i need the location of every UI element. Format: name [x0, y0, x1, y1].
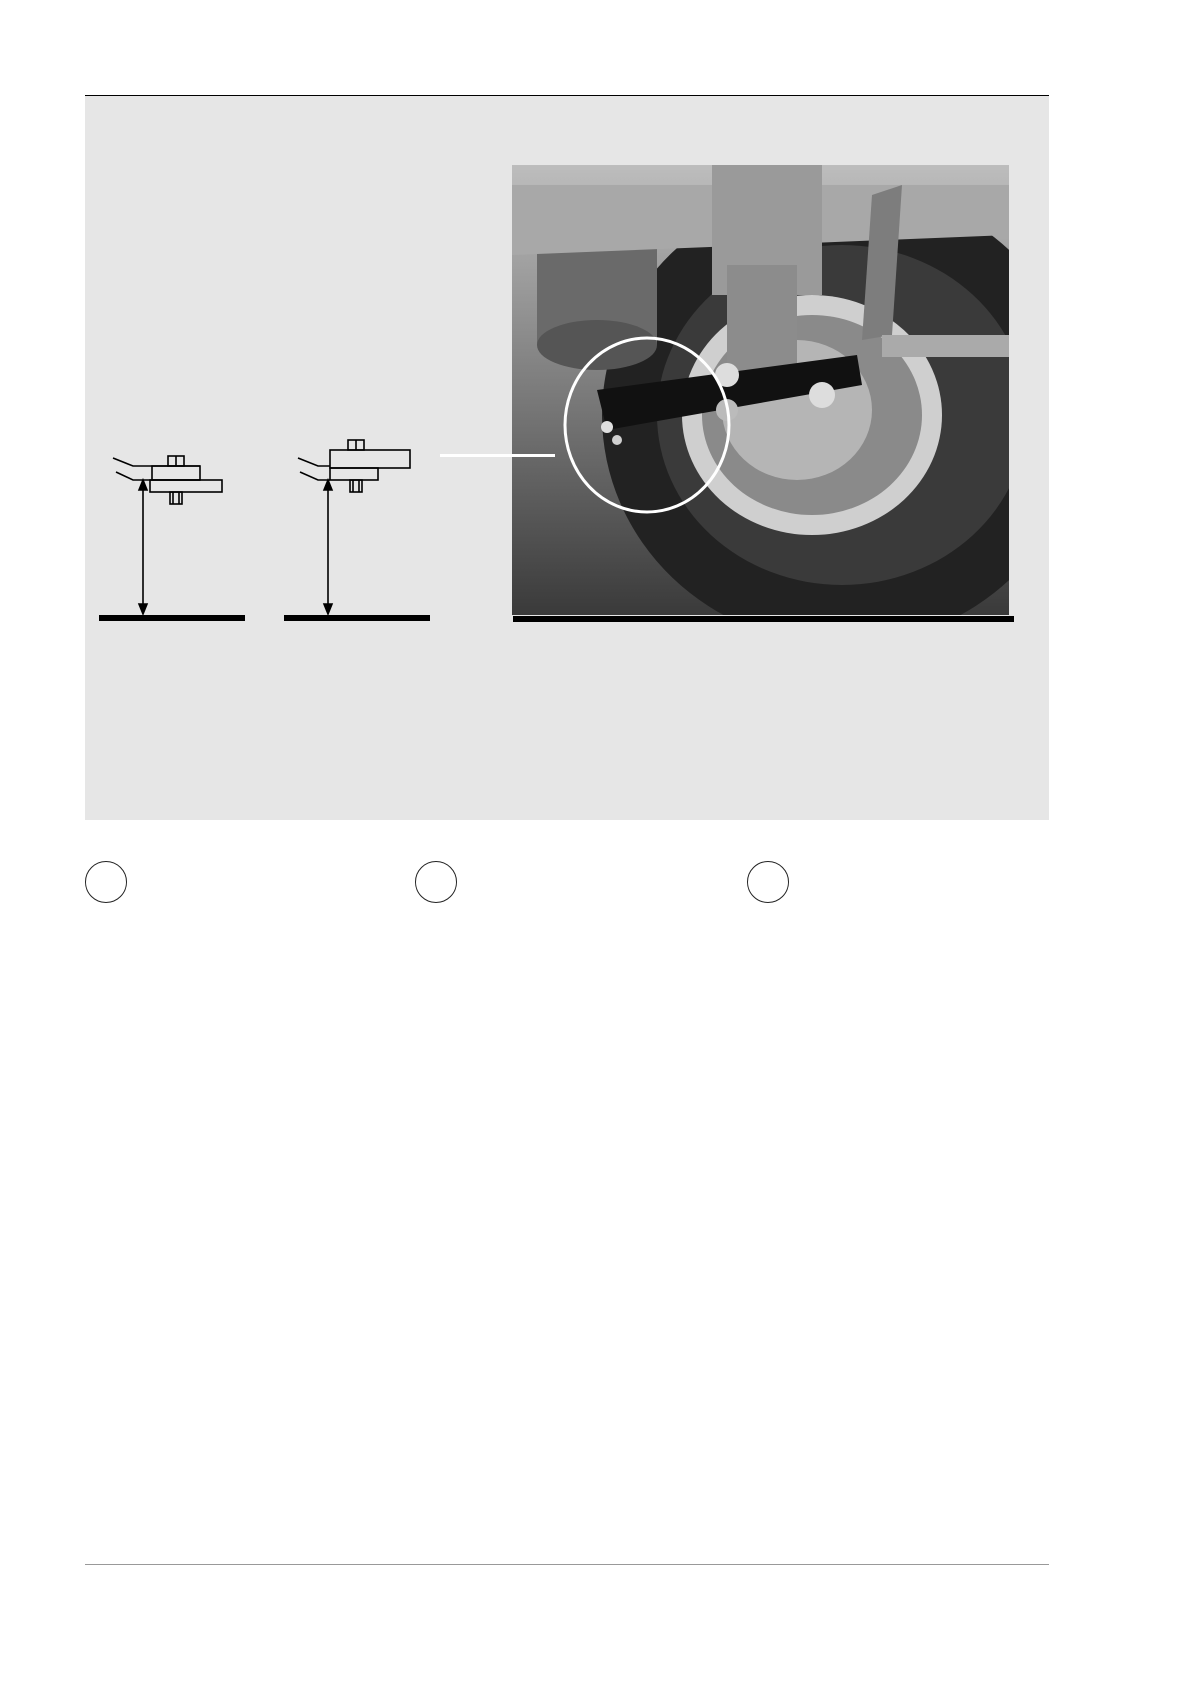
ground-line-b: [284, 615, 430, 621]
bottom-rule: [85, 1564, 1049, 1565]
language-marker-2: [415, 861, 457, 903]
photo-base-line: [513, 616, 1014, 622]
callout-connector: [440, 454, 555, 457]
height-diagrams: [90, 430, 440, 630]
ground-line-a: [99, 615, 245, 621]
diagram-upper-mount: [298, 440, 410, 614]
language-marker-1: [85, 861, 127, 903]
axle-photo: [512, 165, 1009, 615]
axle-photo-illustration: [512, 165, 1009, 615]
diagram-lower-mount: [113, 456, 222, 614]
language-marker-3: [747, 861, 789, 903]
